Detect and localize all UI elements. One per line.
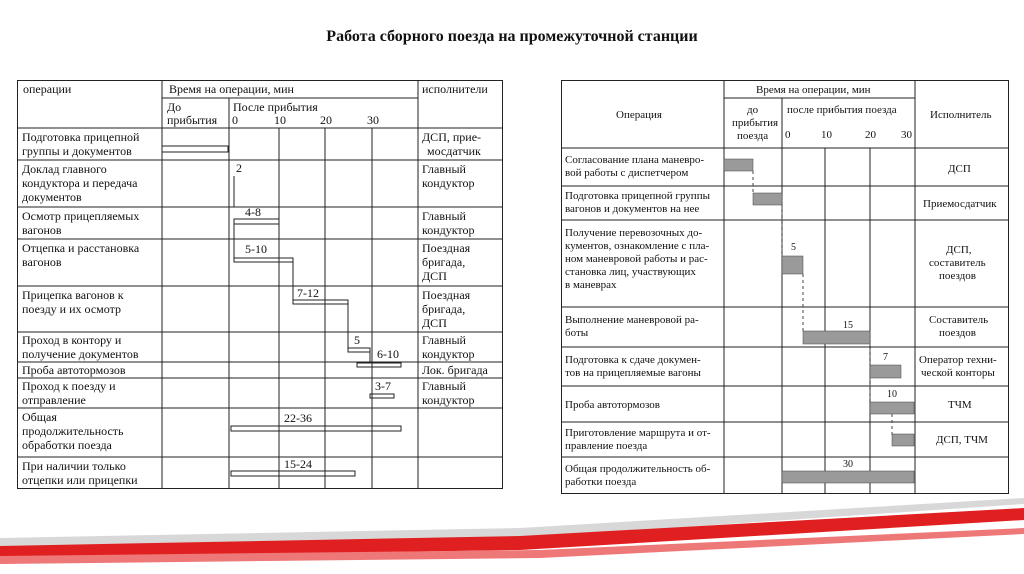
header-operations: операции — [23, 82, 72, 96]
row-perf-line: Поездная — [422, 288, 471, 302]
left-schedule-svg — [17, 80, 503, 489]
tick-label: 20 — [865, 129, 876, 141]
row-op-line: Проход к поезду и — [22, 379, 116, 393]
header-operation: Операция — [616, 109, 662, 121]
tick-label: 0 — [785, 129, 791, 141]
header-before-line: поезда — [737, 130, 769, 142]
row-op-line: Согласование плана маневро- — [565, 154, 705, 166]
gantt-bar — [234, 219, 279, 224]
right-schedule-svg — [561, 80, 1009, 494]
row-op-line: кументов, ознакомление с пла- — [565, 240, 710, 252]
row-op-line: Подготовка к сдаче докумен- — [565, 354, 701, 366]
row-perf-line: ДСП — [422, 316, 447, 330]
bar-label: 2 — [236, 161, 242, 175]
header-time: Время на операции, мин — [169, 82, 294, 96]
bar-label: 5 — [354, 333, 360, 347]
gantt-bar — [753, 193, 782, 205]
bar-label: 30 — [843, 459, 853, 470]
header-before-line: прибытия — [732, 117, 779, 129]
header-before-line: до — [747, 104, 759, 116]
row-perf-line: бригада, — [422, 302, 466, 316]
header-performers: исполнители — [422, 82, 488, 96]
bar-label: 15 — [843, 320, 853, 331]
row-perf-line: ТЧМ — [948, 399, 972, 411]
bar-label: 3-7 — [375, 379, 391, 393]
gantt-bar — [293, 300, 348, 304]
row-perf-line: Поездная — [422, 241, 471, 255]
row-op-line: Выполнение маневровой ра- — [565, 314, 699, 326]
row-perf-line: ДСП — [422, 269, 447, 283]
gantt-bar — [234, 258, 293, 262]
row-perf-line: ДСП, прие- — [422, 130, 482, 144]
row-perf-line: ДСП, ТЧМ — [936, 434, 988, 446]
row-op-line: Проба автотормозов — [22, 363, 126, 377]
row-op-line: Приготовление маршрута и от- — [565, 427, 711, 439]
tick-label: 10 — [821, 129, 832, 141]
gantt-bar — [231, 426, 401, 431]
row-op-line: работки поезда — [565, 476, 637, 488]
row-op-line: ном маневровой работы и рас- — [565, 253, 708, 265]
row-op-line: обработки поезда — [22, 438, 112, 452]
row-op-line: Общая — [22, 410, 57, 424]
tick-label: 10 — [274, 113, 286, 127]
row-perf-line: Главный — [422, 379, 466, 393]
row-perf-line: Главный — [422, 162, 466, 176]
gantt-bar — [782, 256, 803, 274]
row-op-line: вагонов и документов на нее — [565, 203, 700, 215]
row-op-line: документов — [22, 190, 82, 204]
row-op-line: продолжительность — [22, 424, 124, 438]
row-perf-line: ДСП — [948, 163, 971, 175]
row-perf-line: мосдатчик — [427, 144, 481, 158]
row-perf-line: кондуктор — [422, 176, 475, 190]
bar-label: 10 — [887, 389, 897, 400]
gantt-bar — [724, 159, 753, 171]
right-schedule-table — [561, 80, 1009, 494]
row-op-line: вагонов — [22, 255, 62, 269]
row-perf-line: Оператор техни- — [919, 354, 997, 366]
left-schedule-table — [17, 80, 503, 489]
row-op-line: вой работы с диспетчером — [565, 167, 689, 179]
bar-label: 22-36 — [284, 411, 312, 425]
gantt-bar — [870, 365, 901, 378]
row-op-line: кондуктора и передача — [22, 176, 138, 190]
tick-label: 30 — [367, 113, 379, 127]
gantt-bar — [348, 348, 370, 352]
row-perf-line: Главный — [422, 333, 466, 347]
row-op-line: Подготовка прицепной группы — [565, 190, 710, 202]
row-perf-line: Главный — [422, 209, 466, 223]
header-time: Время на операции, мин — [756, 84, 871, 96]
row-op-line: При наличии только — [22, 459, 126, 473]
row-perf-line: ДСП, — [946, 244, 972, 256]
row-op-line: Доклад главного — [22, 162, 107, 176]
row-op-line: вагонов — [22, 223, 62, 237]
row-op-line: тов на прицепляемые вагоны — [565, 367, 701, 379]
tick-label: 0 — [232, 113, 238, 127]
row-op-line: в маневрах — [565, 279, 617, 291]
tick-label: 20 — [320, 113, 332, 127]
row-perf-line: бригада, — [422, 255, 466, 269]
gantt-bar — [803, 331, 870, 344]
row-perf-line: кондуктор — [422, 347, 475, 361]
bar-label: 7-12 — [297, 286, 319, 300]
header-after: после прибытия поезда — [787, 104, 897, 116]
row-op-line: Прицепка вагонов к — [22, 288, 124, 302]
bar-label: 5 — [791, 242, 796, 253]
row-perf-line: кондуктор — [422, 393, 475, 407]
row-op-line: Проход в контору и — [22, 333, 122, 347]
decorative-red-swoosh — [0, 498, 1024, 574]
gantt-bar — [782, 471, 914, 483]
bar-label: 15-24 — [284, 457, 312, 471]
row-perf-line: кондуктор — [422, 223, 475, 237]
gantt-bar — [892, 434, 914, 446]
row-perf-line: поездов — [939, 270, 976, 282]
row-op-line: Подготовка прицепной — [22, 130, 140, 144]
row-op-line: получение документов — [22, 347, 139, 361]
header-before-line2: прибытия — [167, 113, 218, 127]
row-perf-line: ческой конторы — [921, 367, 995, 379]
bar-label: 7 — [883, 352, 888, 363]
row-op-line: Отцепка и расстановка — [22, 241, 140, 255]
row-op-line: Осмотр прицепляемых — [22, 209, 140, 223]
row-op-line: становка лиц, участвующих — [565, 266, 696, 278]
row-op-line: правление поезда — [565, 440, 648, 452]
gantt-bar — [870, 402, 914, 414]
gantt-bar — [357, 363, 401, 367]
row-op-line: отцепки или прицепки — [22, 473, 138, 487]
row-op-line: отправление — [22, 393, 86, 407]
row-op-line: боты — [565, 327, 589, 339]
row-op-line: поезду и их осмотр — [22, 302, 121, 316]
header-performer: Исполнитель — [930, 109, 992, 121]
gantt-bar — [370, 394, 394, 398]
gantt-bar — [162, 146, 228, 152]
row-op-line: Получение перевозочных до- — [565, 227, 703, 239]
bar-label: 4-8 — [245, 205, 261, 219]
header-before-line1: До — [167, 100, 182, 114]
tick-label: 30 — [901, 129, 912, 141]
row-perf-line: Приемосдатчик — [923, 198, 997, 210]
gantt-bar — [231, 471, 355, 476]
bar-label: 6-10 — [377, 347, 399, 361]
row-perf-line: поездов — [939, 327, 976, 339]
row-op-line: Общая продолжительность об- — [565, 463, 711, 475]
row-op-line: Проба автотормозов — [565, 399, 660, 411]
row-op-line: группы и документов — [22, 144, 132, 158]
row-perf-line: Составитель — [929, 314, 989, 326]
row-perf-line: Лок. бригада — [422, 363, 488, 377]
bar-label: 5-10 — [245, 242, 267, 256]
page-title: Работа сборного поезда на промежуточной станции — [326, 28, 698, 45]
header-after: После прибытия — [233, 100, 318, 114]
row-perf-line: составитель — [929, 257, 986, 269]
